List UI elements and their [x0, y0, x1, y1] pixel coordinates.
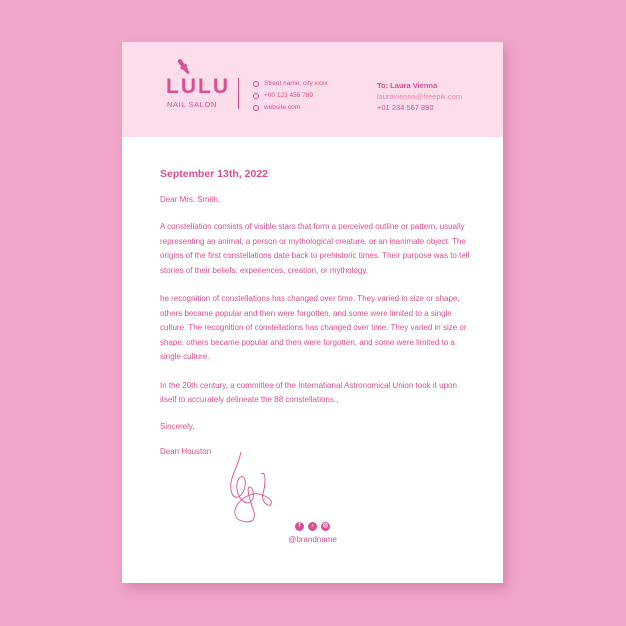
tiktok-icon[interactable]: ♪ — [308, 522, 317, 531]
handwritten-signature — [223, 450, 278, 525]
contact-address: Street name, city xxxx — [253, 78, 328, 89]
brand-subtitle: NAIL SALON — [167, 100, 217, 109]
recipient-block — [377, 80, 462, 113]
recipient-email[interactable]: lauravienna@freepik.com — [377, 92, 463, 101]
instagram-icon[interactable]: ◎ — [322, 523, 329, 529]
location-icon — [253, 81, 259, 87]
letter-paragraph: A constellation consists of visible stars that form a perceived outline or pattern, usually representing an animal, a person or mythological creature, or an inanimate object. The origins of the first constellations date back to prehistoric times. Their purpose was to tell stories of their beliefs, experiences, creation, or mythology. — [160, 222, 470, 275]
social-footer — [122, 522, 503, 544]
sender-contacts — [253, 78, 328, 114]
letter-date: September 13th, 2022 — [160, 168, 268, 180]
facebook-icon[interactable]: f — [295, 522, 304, 531]
brand-handle[interactable]: @brandname — [288, 535, 337, 544]
web-icon — [253, 105, 259, 111]
recipient-name: To: Laura Vienna — [377, 81, 438, 90]
letterhead-header — [122, 42, 503, 137]
letterhead-page — [122, 42, 503, 583]
recipient-phone: +01 234 567 890 — [377, 103, 434, 112]
contact-phone: +00 123 456 789 — [253, 90, 328, 101]
brand-name: LULU — [166, 75, 230, 98]
header-divider — [238, 78, 239, 109]
letter-body — [160, 168, 470, 456]
letter-closing: Sincerely, — [160, 421, 195, 431]
nail-polish-icon — [172, 58, 196, 76]
social-icons — [122, 522, 503, 531]
letter-paragraph: In the 20th century, a committee of the International Astronomical Union took it upon itself to accurately delineate the 88 constellations., — [160, 380, 457, 404]
phone-icon — [253, 93, 259, 99]
letter-paragraph: he recognition of constellations has changed over time. They varied in size or shape, others became popular and then were forgotten, and some were limited to a single culture. The recognition of constellations has changed over time. They varied in size or shape, others became popular and then were forgotten, and some were limited to a single culture. — [160, 294, 467, 361]
letter-greeting: Dear Mrs. Smith, — [160, 195, 221, 204]
signer-name: Dean Houston — [160, 446, 212, 456]
contact-website[interactable]: website.com — [253, 102, 328, 113]
